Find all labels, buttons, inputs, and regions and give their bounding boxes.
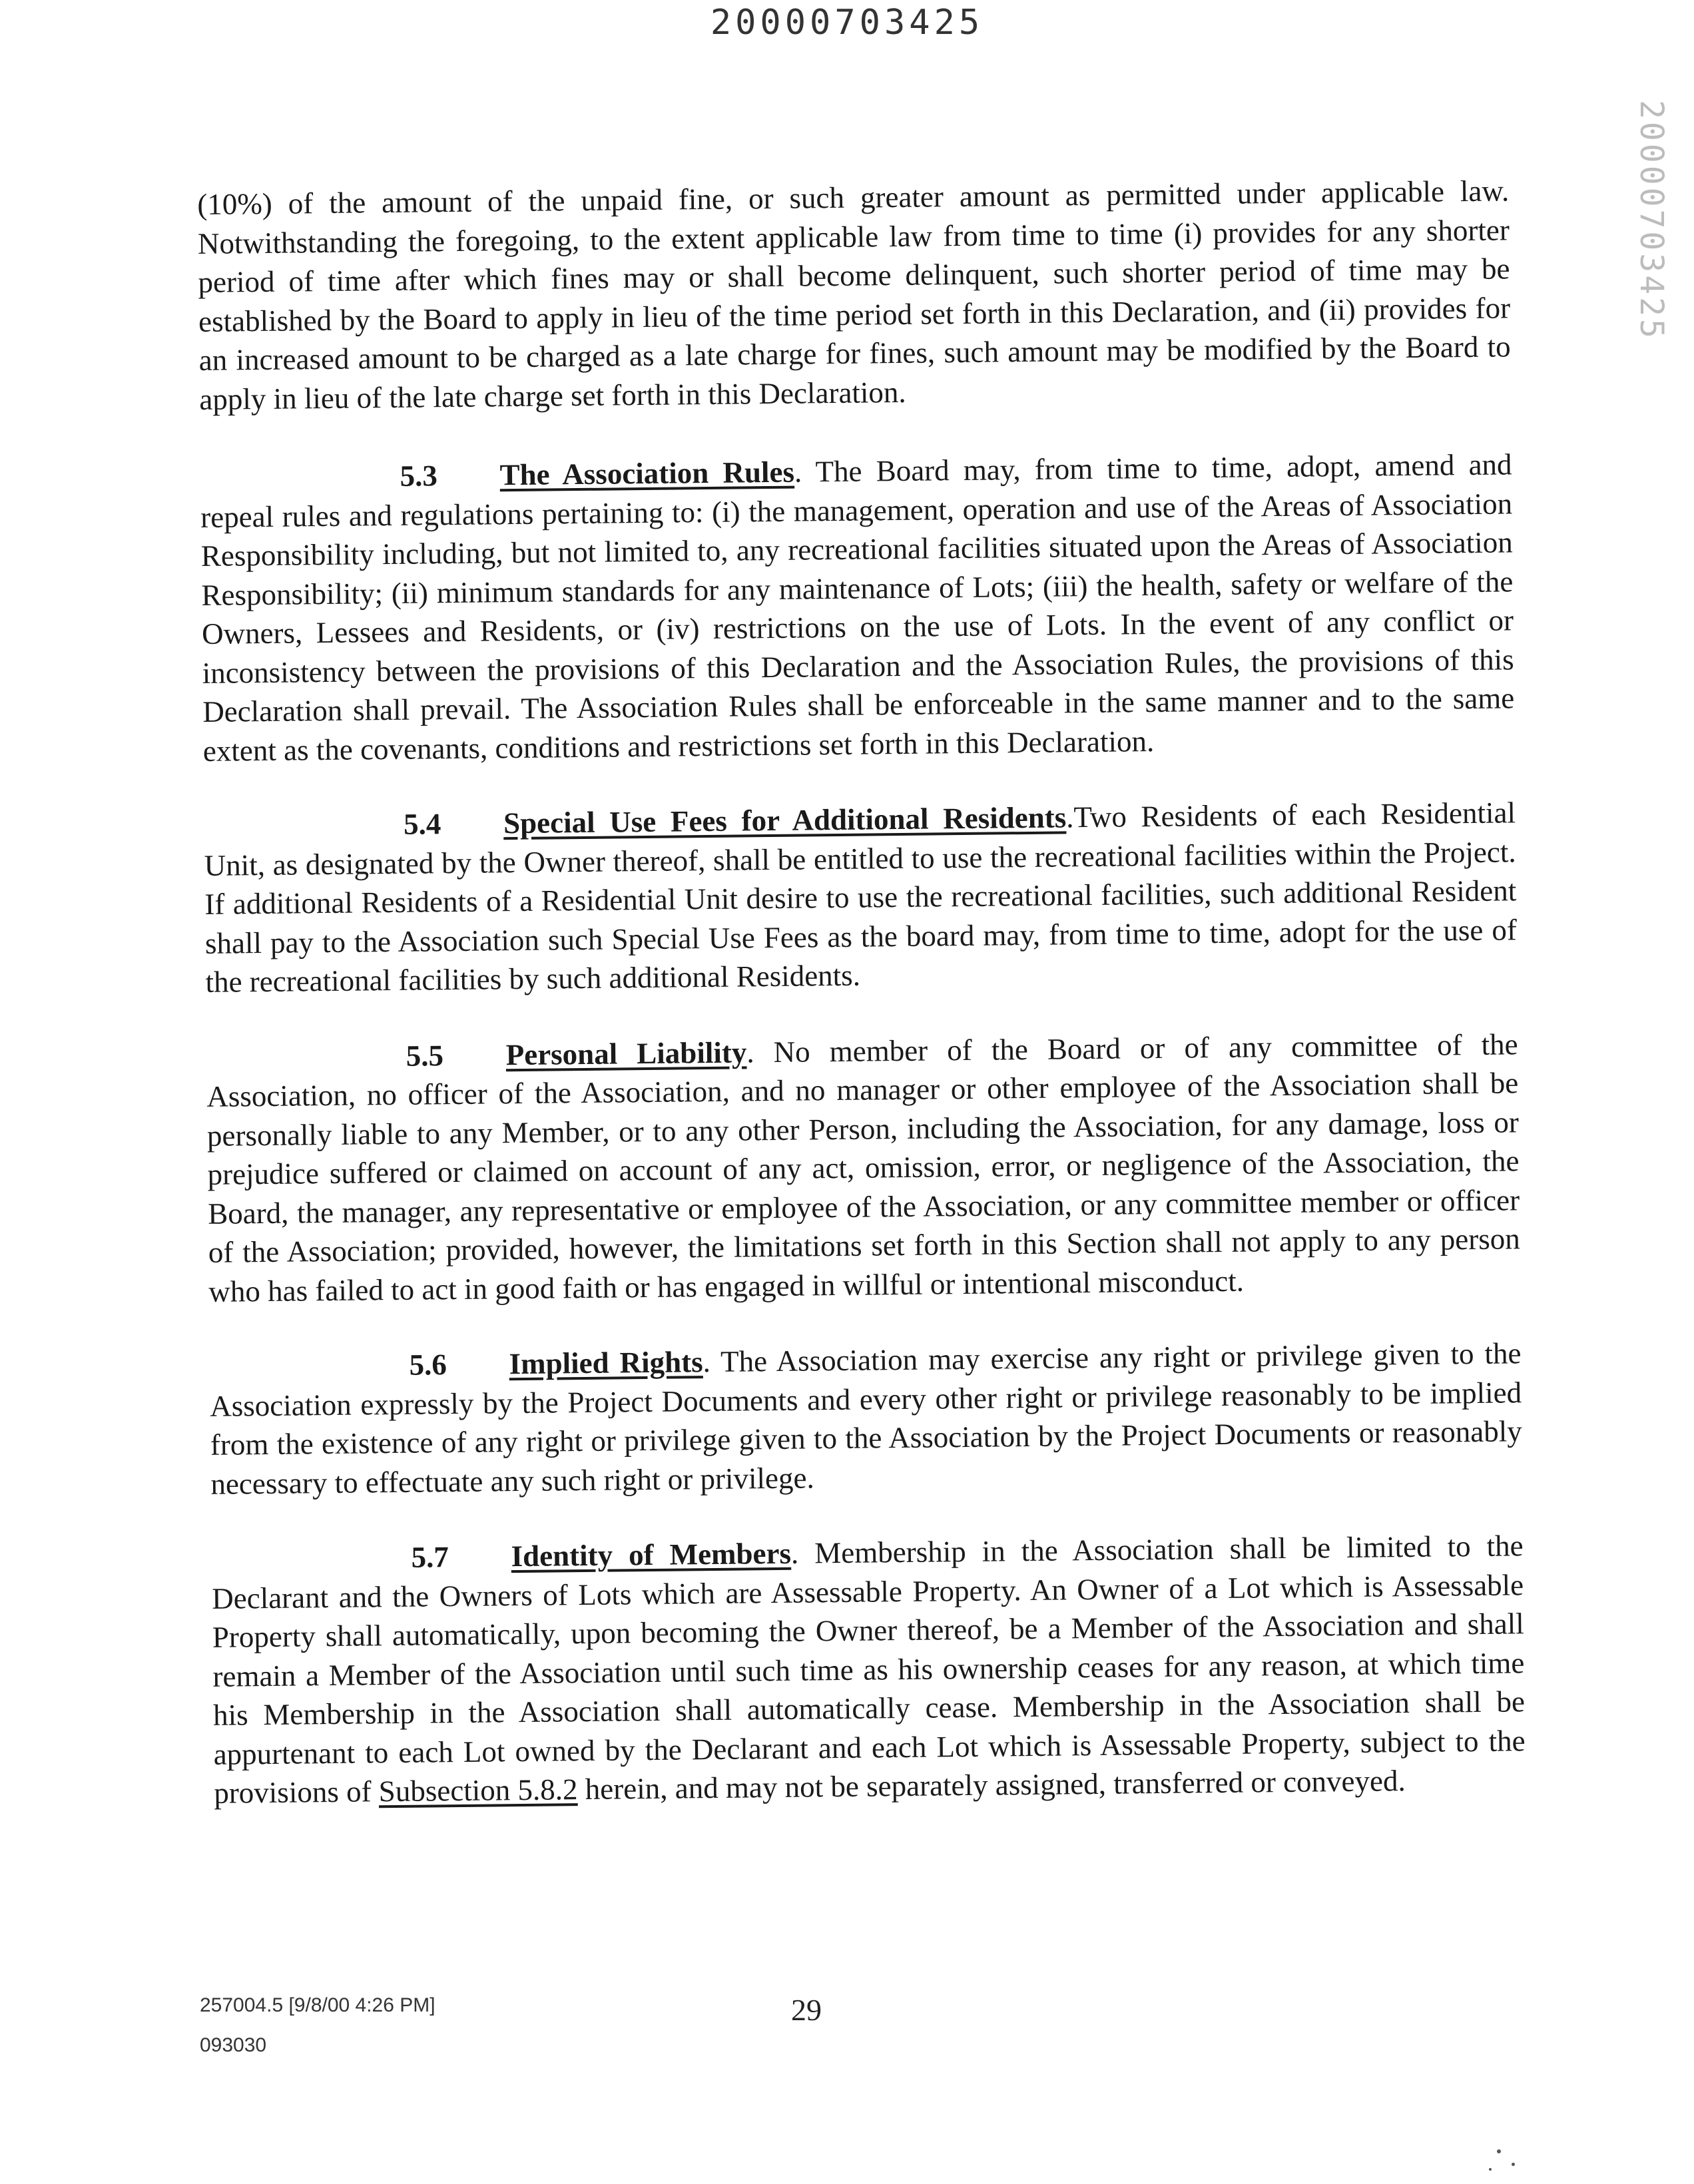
section-number: 5.7 [411, 1540, 449, 1574]
indent [200, 486, 400, 488]
document-number: 20000703425 [710, 3, 984, 43]
paragraph-continuation: (10%) of the amount of the unpaid fine, or such greater amount as permitted under applicable law. Notwithstanding the foregoing, to the extent applicable law from time to time (i) provides for any shorter period of time after which fines may or shall become delinquent, such shorter period of time may be established by the Board to apply in lieu of the time period set forth in this Declaration, and (ii) provides for an increased amount to be charged as a late charge for fines, such amount may be modified by the Board to apply in lieu of the late charge set forth in this Declaration. [197, 174, 1511, 416]
indent [206, 1065, 406, 1067]
page-number: 29 [791, 1993, 822, 2027]
section-5-5 [206, 1025, 1520, 1311]
scan-speck [1489, 2168, 1492, 2171]
section-number: 5.4 [403, 807, 441, 841]
indent [210, 1375, 410, 1377]
section-5-4 [204, 793, 1518, 1001]
section-text-after: herein, and may not be separately assigned, transferred or conveyed. [577, 1764, 1406, 1806]
scan-speck [1512, 2163, 1515, 2166]
section-heading: Personal Liability [505, 1035, 747, 1071]
side-stamp: 20000703425 [1633, 100, 1670, 341]
section-5-6 [209, 1334, 1522, 1503]
document-body [197, 171, 1526, 1849]
subsection-reference: Subsection 5.8.2 [378, 1773, 578, 1808]
footer-left [200, 1986, 435, 2065]
section-heading: Identity of Members [511, 1536, 792, 1573]
section-5-3 [200, 445, 1515, 770]
section-heading: The Association Rules [499, 455, 795, 492]
section-number: 5.3 [400, 459, 438, 493]
footer-doc-ref: 257004.5 [9/8/00 4:26 PM] [200, 1994, 435, 2016]
section-text: . Membership in the Association shall be limited to the Declarant and the Owners of Lots which are Assessable Property. An Owner of a Lot which is Assessable Property shall automatically, upon becoming the Owner thereof, be a Member of the Association and shall remain a Member of the Association until such time as his ownership ceases for any reason, at which time his Membership in the Association shall automatically cease. Membership in the Association shall be appurtenant to each Lot owned by the Declarant and each Lot which is Assessable Property, subject to the provisions of [211, 1529, 1526, 1810]
footer-file-code: 093030 [200, 2034, 267, 2056]
indent [212, 1567, 412, 1569]
indent [204, 834, 404, 836]
section-heading: Special Use Fees for Additional Residents [503, 800, 1067, 840]
section-5-7 [211, 1526, 1526, 1812]
section-number: 5.6 [409, 1348, 447, 1382]
scan-speck [1497, 2149, 1501, 2153]
section-text: . The Association may exercise any right or privilege given to the Association expressly by the Project Documents and every other right or privilege reasonably to be implied from the existence of any right or privilege given to the Association by the Project Documents or reasonably necessary to effectuate any such right or privilege. [209, 1336, 1522, 1501]
section-heading: Implied Rights [509, 1345, 703, 1381]
section-number: 5.5 [406, 1038, 444, 1073]
section-text: .Two Residents of each Residential Unit, as designated by the Owner thereof, shall be entitled to use the recreational facilities within the Project. If additional Residents of a Residential Unit desire to use the recreational facilities, such additional Resident shall pay to the Association such Special Use Fees as the board may, from time to time, adopt for the use of the recreational facilities by such additional Residents. [204, 796, 1518, 999]
section-text: . No member of the Board or of any committee of the Association, no officer of the Association, and no manager or other employee of the Association shall be personally liable to any Member, or to any other Person, including the Association, for any damage, loss or prejudice suffered or claimed on account of any act, omission, error, or negligence of the Association, the Board, the manager, any representative or employee of the Association, or any committee member or officer of the Association; provided, however, the limitations set forth in this Section shall not apply to any person who has failed to act in good faith or has engaged in willful or intentional misconduct. [206, 1027, 1520, 1308]
section-text: . The Board may, from time to time, adopt, amend and repeal rules and regulations pertaining to: (i) the management, operation and use of the Areas of Association Responsibility including, but not limited to, any recreational facilities situated upon the Areas of Association Responsibility; (ii) minimum standards for any maintenance of Lots; (iii) the health, safety or welfare of the Owners, Lessees and Residents, or (iv) restrictions on the use of Lots. In the event of any conflict or inconsistency between the provisions of this Declaration and the Association Rules, the provisions of this Declaration shall prevail. The Association Rules shall be enforceable in the same manner and to the same extent as the covenants, conditions and restrictions set forth in this Declaration. [200, 447, 1515, 768]
